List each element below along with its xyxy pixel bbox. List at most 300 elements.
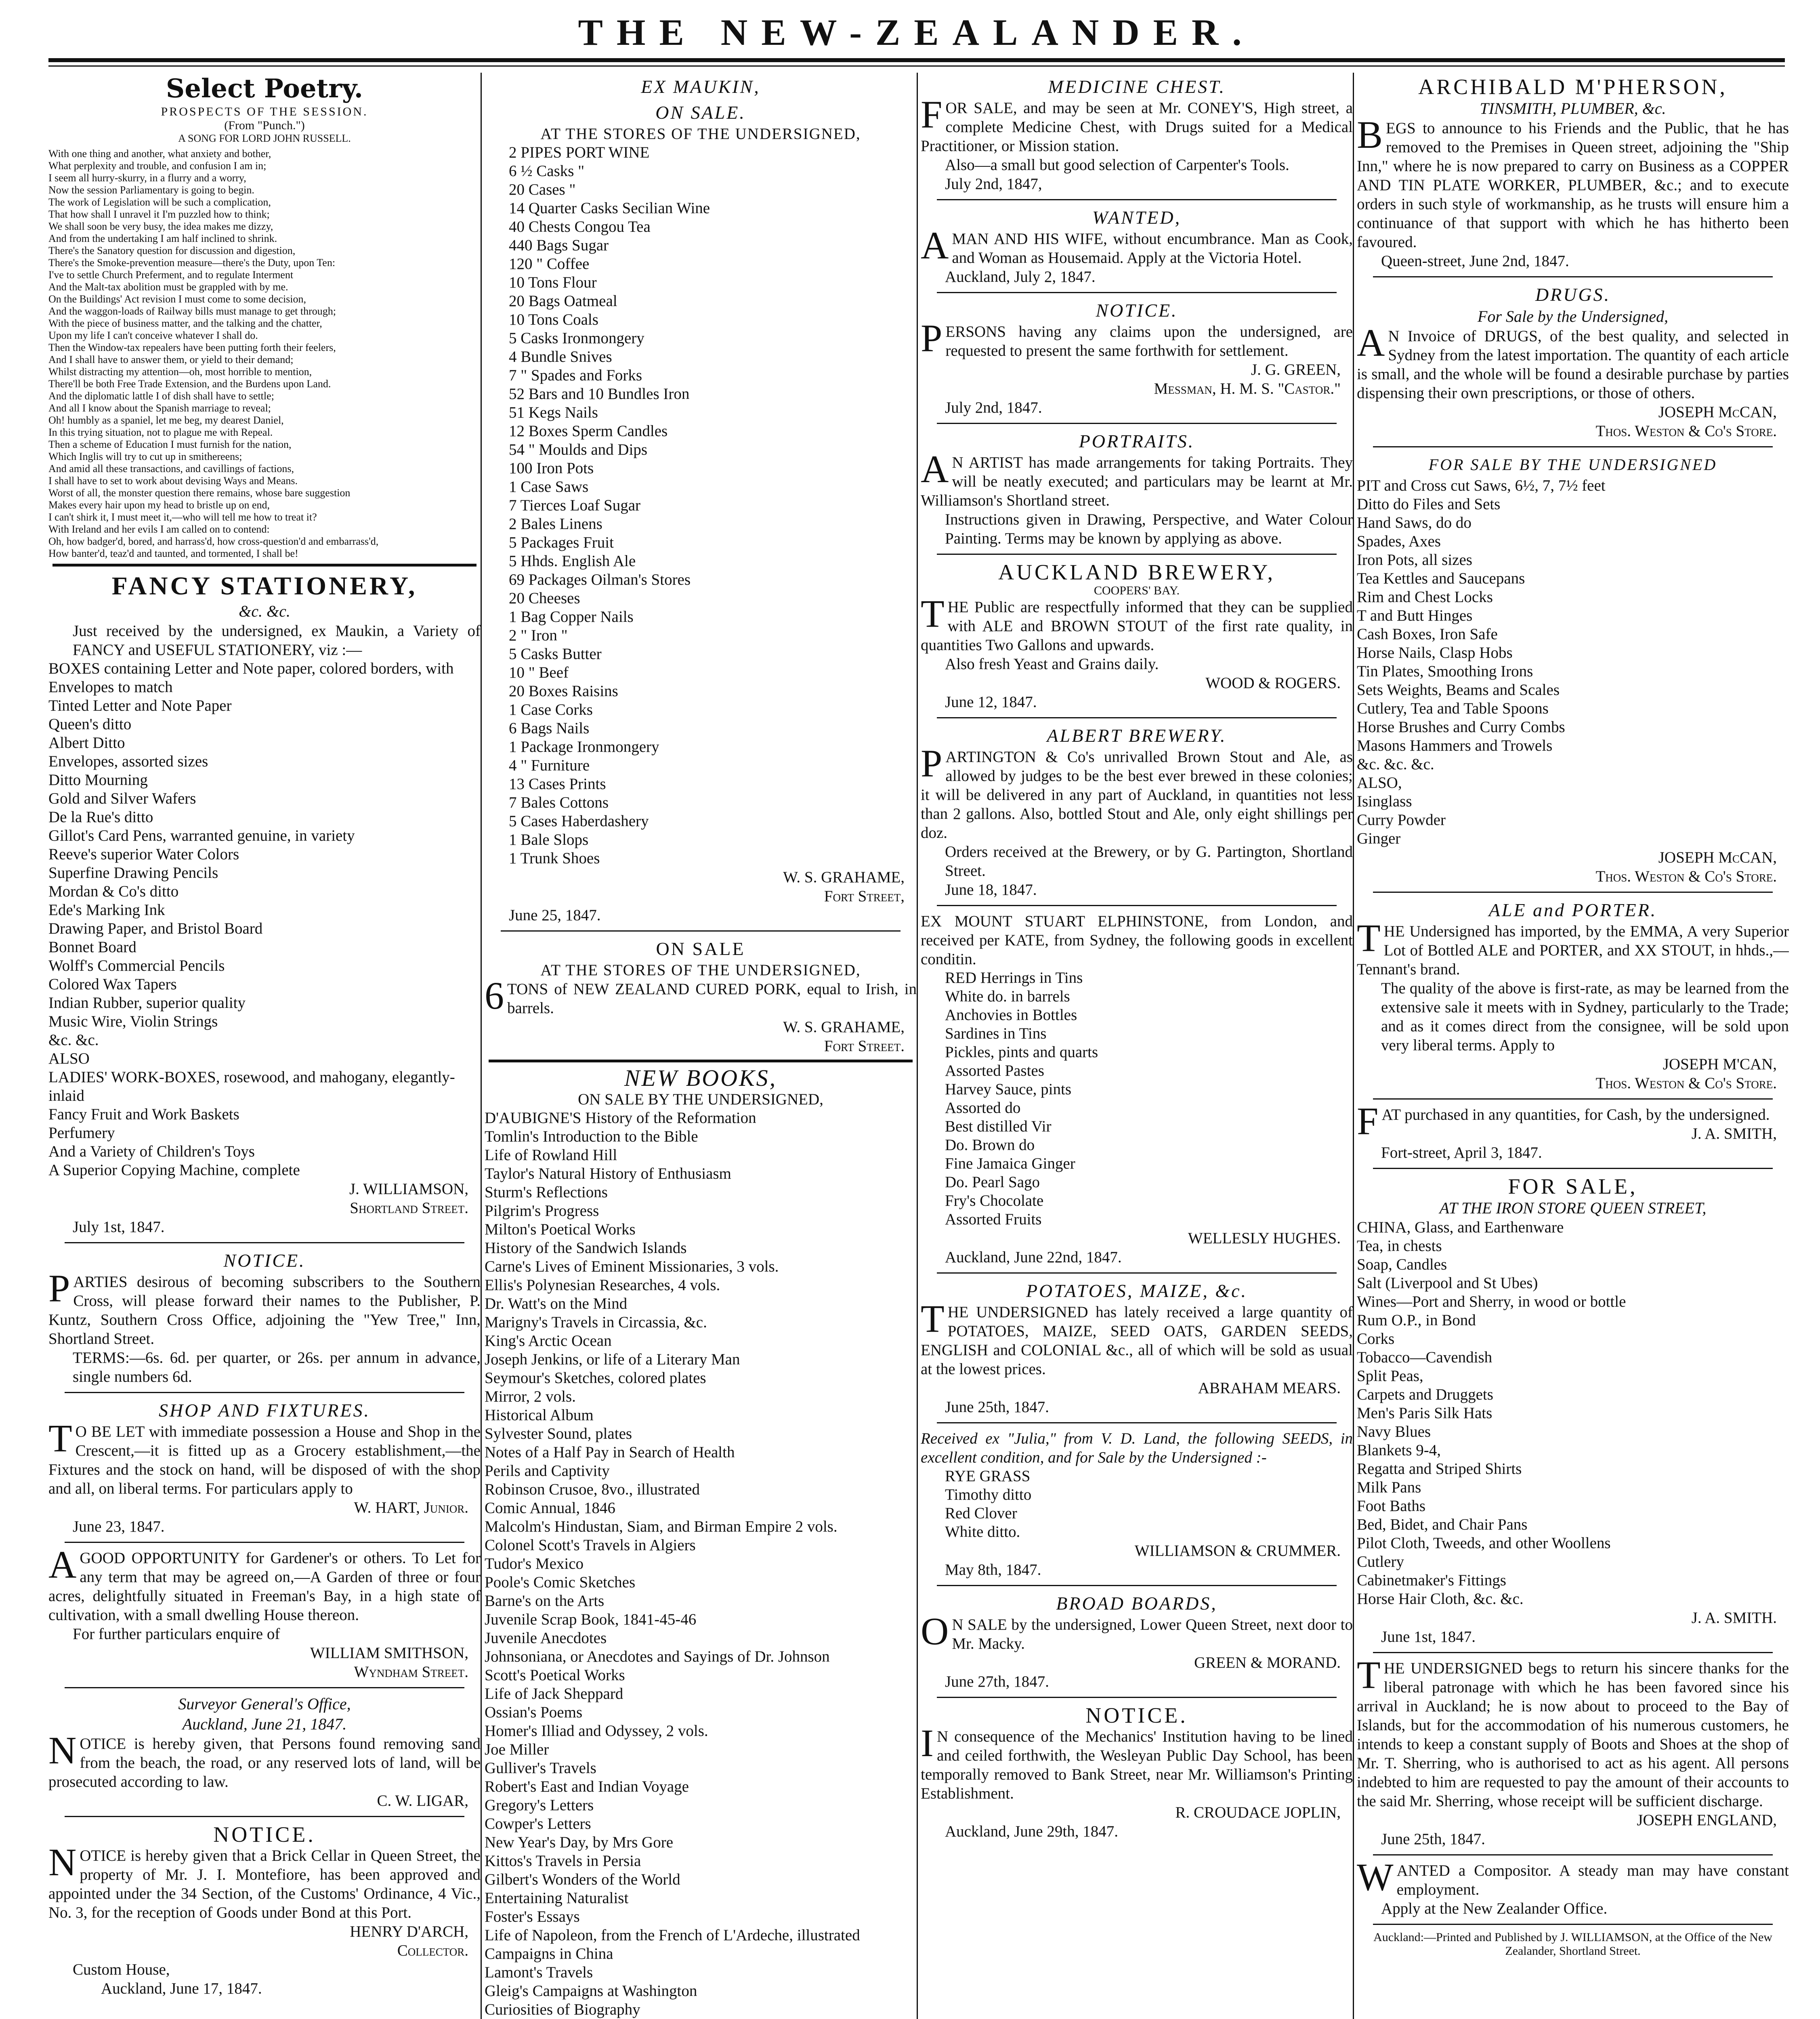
poem-line: There'll be both Free Trade Extension, and the Burdens upon Land. (48, 378, 331, 390)
potatoes-heading: POTATOES, MAIZE, &c. (1026, 1280, 1248, 1301)
tools-list (1357, 476, 1789, 848)
list-item: Marigny's Travels in Circassia, &c. (485, 1314, 707, 1331)
poem-line: Worst of all, the monster question there remains, whose bare suggestion (48, 487, 351, 499)
list-item: 20 Cheeses (509, 590, 580, 607)
divider (65, 1687, 464, 1688)
divider (1373, 1652, 1773, 1653)
divider (937, 554, 1337, 555)
list-item: Rim and Chest Locks (1357, 588, 1493, 606)
list-item: Sylvester Sound, plates (485, 1425, 632, 1442)
list-item: Sardines in Tins (945, 1025, 1047, 1042)
signature-role: Collector. (397, 1942, 468, 1959)
list-item: Gillot's Card Pens, warranted genuine, in variety (48, 827, 355, 844)
poem-line: And the waggon-loads of Railway bills must manage to get through; (48, 305, 336, 317)
poem-line: I shall have to set to work about devising Ways and Means. (48, 475, 298, 487)
list-item: Entertaining Naturalist (485, 1889, 629, 1907)
date: Fort-street, April 3, 1847. (1381, 1144, 1542, 1161)
list-item: &c. &c. &c. (1357, 756, 1434, 773)
list-item: Ginger (1357, 830, 1401, 847)
list-item: Juvenile Anecdotes (485, 1629, 607, 1647)
signature-place: Thos. Weston & Co's Store. (1595, 1075, 1777, 1092)
list-item: Gilbert's Wonders of the World (485, 1871, 680, 1888)
list-item: Wolff's Commercial Pencils (48, 957, 225, 974)
list-item: 4 " Furniture (509, 757, 590, 774)
books-heading: NEW BOOKS, (624, 1065, 777, 1091)
poem-dedication: A SONG FOR LORD JOHN RUSSELL. (178, 132, 351, 144)
porter-heading: ALE and PORTER. (1488, 900, 1657, 920)
list-item: Foster's Essays (485, 1908, 580, 1925)
poem-line: On the Buildings' Act revision I must come to some decision, (48, 293, 306, 305)
list-item: Sturm's Reflections (485, 1184, 608, 1201)
list-item: Regatta and Striped Shirts (1357, 1460, 1522, 1478)
albert-heading: ALBERT BREWERY. (1047, 725, 1227, 746)
list-item: Mirror, 2 vols. (485, 1388, 576, 1405)
poem-line: Makes every hair upon my head to bristle up on end, (48, 499, 270, 511)
date: June 1st, 1847. (1381, 1628, 1476, 1645)
notice-heading: NOTICE. (213, 1822, 316, 1847)
list-item: Comic Annual, 1846 (485, 1499, 615, 1517)
signature: HENRY D'ARCH, (350, 1923, 468, 1940)
list-item: 40 Chests Congou Tea (509, 218, 651, 235)
fancy-stationery-list (48, 659, 481, 1179)
shop-heading: SHOP AND FIXTURES. (159, 1400, 370, 1421)
list-item: Cash Boxes, Iron Safe (1357, 625, 1498, 643)
maukin-stores: AT THE STORES OF THE UNDERSIGNED, (540, 125, 861, 143)
date: May 8th, 1847. (945, 1561, 1041, 1578)
signature: J. A. SMITH, (1691, 1125, 1777, 1142)
brewery-sub: COOPERS' BAY. (1094, 584, 1180, 597)
signature-place: Thos. Weston & Co's Store. (1595, 868, 1777, 885)
list-item: 7 Bales Cottons (509, 794, 609, 811)
list-item: Salt (Liverpool and St Ubes) (1357, 1274, 1538, 1292)
list-item: Envelopes, assorted sizes (48, 753, 208, 770)
list-item: Assorted Fruits (945, 1211, 1042, 1228)
notice-heading: NOTICE. (1096, 300, 1178, 321)
list-item: 12 Boxes Sperm Candles (509, 422, 668, 440)
divider (1373, 1854, 1773, 1855)
list-item: Iron Pots, all sizes (1357, 551, 1472, 569)
list-item: Homer's Illiad and Odyssey, 2 vols. (485, 1722, 708, 1740)
boards-heading: BROAD BOARDS, (1056, 1593, 1218, 1614)
portraits-heading: PORTRAITS. (1079, 431, 1195, 451)
poem-body (48, 148, 481, 560)
signature: C. W. LIGAR, (377, 1792, 468, 1809)
date: June 25, 1847. (509, 907, 601, 924)
poem-line: There's the Smoke-prevention measure—there's the Duty, upon Ten: (48, 257, 336, 269)
list-item: 2 PIPES PORT WINE (509, 144, 650, 161)
list-item: Carne's Lives of Eminent Missionaries, 3 vols. (485, 1258, 779, 1275)
brewery-also: Also fresh Yeast and Grains daily. (945, 655, 1159, 673)
list-item: ALSO (48, 1050, 90, 1067)
poem-line: Which Inglis will try to cut up in smithereens; (48, 451, 242, 462)
poem-line: With Ireland and her evils I am called on to contend: (48, 523, 270, 535)
signature-place: Fort Street. (824, 1037, 905, 1055)
date: June 12, 1847. (945, 693, 1037, 711)
drugs-text: AN Invoice of DRUGS, of the best quality, and selected in Sydney from the latest importation. The quantity of each article is small, and the whole will be found a desirable purchase by parties dispensing their own prescriptions, or those of others. (1357, 321, 1789, 402)
list-item: Robert's East and Indian Voyage (485, 1778, 689, 1795)
divider (52, 564, 477, 567)
poem-line: Oh! humbly as a spaniel, let me beg, my dearest Daniel, (48, 414, 284, 426)
list-item: Colored Wax Tapers (48, 976, 177, 993)
list-item: Ditto Mourning (48, 771, 148, 789)
list-item: Tin Plates, Smoothing Irons (1357, 663, 1533, 680)
date: Auckland, June 22nd, 1847. (945, 1249, 1122, 1266)
fancy-stationery-sub: &c. &c. (239, 602, 290, 620)
poem-line: I've to settle Church Preferment, and to regulate Interment (48, 269, 294, 281)
potatoes-text: THE UNDERSIGNED has lately received a large quantity of POTATOES, MAIZE, SEED OATS, GARDEN SEEDS, ENGLISH and COLONIAL &c., all of which will be sold as usual at the lowest prices. (921, 1297, 1353, 1378)
list-item: Pickles, pints and quarts (945, 1043, 1098, 1061)
masthead-rule (48, 58, 1785, 62)
divider (937, 423, 1337, 424)
medicine-also: Also—a small but good selection of Carpenter's Tools. (945, 156, 1289, 174)
list-item: Corks (1357, 1330, 1395, 1347)
surveyor-heading: Surveyor General's Office, (178, 1695, 351, 1713)
list-item: LADIES' WORK-BOXES, rosewood, and mahogany, elegantly-inlaid (48, 1068, 455, 1104)
maukin-sale: ON SALE. (655, 102, 746, 123)
list-item: 10 Tons Coals (509, 311, 598, 328)
poem-line: With the piece of business matter, and the talking and the chatter, (48, 317, 322, 329)
notice-terms: TERMS:—6s. 6d. per quarter, or 26s. per annum in advance, single numbers 6d. (73, 1349, 481, 1385)
brewery-text: THE Public are respectfully informed that they can be supplied with ALE and BROWN STOUT of the first rate quality, in quantities Two Gallons and upwards. (921, 592, 1353, 654)
list-item: Gold and Silver Wafers (48, 790, 196, 807)
list-item: 2 " Iron " (509, 627, 568, 644)
list-item: Life of Napoleon, from the French of L'Ardeche, illustrated (485, 1927, 860, 1944)
column-3 (921, 73, 1353, 2019)
list-item: Gleig's Campaigns at Washington (485, 1982, 697, 2000)
list-item: 6 Bags Nails (509, 720, 590, 737)
poem-line: Upon my life I can't conceive whatever I shall do. (48, 330, 258, 341)
fat-text: FAT purchased in any quantities, for Cash, by the undersigned. (1357, 1100, 1770, 1143)
list-item: 7 Tierces Loaf Sugar (509, 497, 641, 514)
pork-stores: AT THE STORES OF THE UNDERSIGNED, (540, 961, 861, 979)
poem-line: And from the undertaking I am half inclined to shrink. (48, 233, 277, 244)
poem-line: Whilst distracting my attention—oh, most horrible to mention, (48, 366, 312, 378)
list-item: Anchovies in Bottles (945, 1006, 1077, 1024)
list-item: 5 Cases Haberdashery (509, 812, 649, 830)
list-item: Albert Ditto (48, 734, 125, 751)
list-item: Ede's Marking Ink (48, 901, 165, 919)
list-item: Gulliver's Travels (485, 1759, 596, 1777)
divider (937, 1272, 1337, 1274)
garden-more: For further particulars enquire of (73, 1625, 280, 1643)
signature: JOSEPH M'CAN, (1663, 1056, 1777, 1073)
list-item: 54 " Moulds and Dips (509, 441, 648, 458)
list-item: 10 " Beef (509, 664, 569, 681)
list-item: Poole's Comic Sketches (485, 1574, 636, 1591)
date: July 2nd, 1847. (945, 399, 1042, 416)
list-item: Music Wire, Violin Strings (48, 1013, 218, 1030)
date: June 23, 1847. (73, 1518, 165, 1535)
list-item: RED Herrings in Tins (945, 969, 1083, 986)
signature: JOSEPH McCAN, (1658, 403, 1777, 421)
list-item: Tudor's Mexico (485, 1555, 584, 1572)
list-item: Juvenile Scrap Book, 1841-45-46 (485, 1611, 697, 1628)
list-item: Soap, Candles (1357, 1256, 1447, 1273)
list-item: Perfumery (48, 1124, 115, 1142)
list-item: ALSO, (1357, 774, 1402, 791)
list-item: White ditto. (945, 1523, 1020, 1540)
list-item: Tea Kettles and Saucepans (1357, 570, 1525, 587)
list-item: Harvey Sauce, pints (945, 1081, 1071, 1098)
mpherson-heading: ARCHIBALD M'PHERSON, (1418, 75, 1728, 99)
poem-line: What perplexity and trouble, and confusion I am in; (48, 160, 267, 172)
poem-line: There's the Sanatory question for discussion and digestion, (48, 245, 296, 256)
list-item: Cowper's Letters (485, 1815, 591, 1832)
list-item: 1 Case Saws (509, 478, 589, 495)
list-item: Queen's ditto (48, 716, 132, 733)
masthead-rule-thin (48, 65, 1785, 67)
signature: W. S. GRAHAME, (783, 1018, 905, 1036)
list-item: Foot Baths (1357, 1497, 1426, 1515)
list-item: Do. Pearl Sago (945, 1173, 1040, 1191)
date: Auckland, June 17, 1847. (101, 1980, 262, 1997)
signature: W. S. GRAHAME, (783, 869, 905, 886)
portraits-more: Instructions given in Drawing, Perspective, and Water Colour Painting. Terms may be known by applying as above. (945, 511, 1353, 547)
sale-list (1357, 1218, 1789, 1608)
list-item: Assorted Pastes (945, 1062, 1044, 1079)
list-item: Timothy ditto (945, 1486, 1032, 1503)
poem-title: PROSPECTS OF THE SESSION. (161, 105, 368, 118)
list-item: Navy Blues (1357, 1423, 1431, 1440)
list-item: Gregory's Letters (485, 1797, 594, 1814)
list-item: Fry's Chocolate (945, 1192, 1044, 1209)
list-item: Malcolm's Hindustan, Siam, and Birman Empire 2 vols. (485, 1518, 838, 1535)
list-item: 1 Package Ironmongery (509, 738, 659, 756)
place: Custom House, (73, 1961, 170, 1978)
portraits-text: AN ARTIST has made arrangements for taking Portraits. They will be neatly executed; and particulars may be learnt at Mr. Williamson's Shortland street. (921, 447, 1353, 509)
list-item: 69 Packages Oilman's Stores (509, 571, 691, 588)
list-item: Tea, in chests (1357, 1237, 1442, 1255)
divider (65, 1242, 464, 1243)
mpherson-text: BEGS to announce to his Friends and the Public, that he has removed to the Premises in Queen street, adjoining the "Ship Inn," where he is now prepared to carry on Business as a COPPER AND TIN PLATE WORKER, PLUMBER, &c.; and to execute orders in such style of workmanship, as he trusts will ensure him a continuance of that support with which he has hitherto been favoured. (1357, 113, 1789, 251)
signature: WELLESLY HUGHES. (1188, 1230, 1341, 1247)
list-item: Best distilled Vir (945, 1118, 1052, 1135)
poem-line: And I shall have to answer them, or yield to their demand; (48, 354, 294, 365)
list-item: PIT and Cross cut Saws, 6½, 7, 7½ feet (1357, 477, 1606, 494)
poem-line: Oh, how badger'd, bored, and harrass'd, how cross-question'd and embarrass'd, (48, 535, 379, 547)
list-item: Do. Brown do (945, 1136, 1035, 1154)
england-text: THE UNDERSIGNED begs to return his sincere thanks for the liberal patronage with which he has been favored since his arrival in Auckland; he is now about to proceed to the Bay of Islands, but for the accommodation of his numerous customers, he intends to keep a constant supply of Boots and Shoes at the shop of Mr. T. Sherring, who is authorised to act as his agent. All persons indebted to him are requested to pay the amount of their accounts to the said Mr. Sherring, whose receipt will be sufficient discharge. (1357, 1653, 1789, 1810)
porter-text: THE Undersigned has imported, by the EMMA, A very Superior Lot of Bottled ALE and PORTER, and XX STOUT, in hhds.,—Tennant's brand. (1357, 916, 1789, 978)
date: Auckland, June 29th, 1847. (945, 1823, 1118, 1840)
list-item: Superfine Drawing Pencils (48, 864, 218, 881)
signature: JOSEPH ENGLAND, (1637, 1811, 1777, 1829)
divider (65, 1392, 464, 1393)
drugs-heading: DRUGS. (1535, 284, 1611, 305)
wanted-text: AMAN AND HIS WIFE, without encumbrance. Man as Cook, and Woman as Housemaid. Apply at the Victoria Hotel. (921, 224, 1353, 267)
list-item: Ditto do Files and Sets (1357, 495, 1501, 513)
list-item: 14 Quarter Casks Secilian Wine (509, 199, 710, 217)
maukin-heading: EX MAUKIN, (641, 76, 760, 97)
list-item: 20 Bags Oatmeal (509, 292, 617, 310)
list-item: Colonel Scott's Travels in Algiers (485, 1536, 696, 1554)
list-item: Red Clover (945, 1505, 1017, 1522)
list-item: Campaigns in China (485, 1945, 613, 1962)
list-item: Seymour's Sketches, colored plates (485, 1369, 706, 1387)
list-item: 7 " Spades and Forks (509, 367, 642, 384)
divider (1373, 1168, 1773, 1169)
list-item: Milk Pans (1357, 1479, 1421, 1496)
compositor-text: WANTED a Compositor. A steady man may have constant employment. (1357, 1855, 1789, 1899)
list-item: Split Peas, (1357, 1367, 1423, 1385)
surveyor-date: Auckland, June 21, 1847. (182, 1715, 347, 1733)
list-item: D'AUBIGNE'S History of the Reformation (485, 1109, 756, 1127)
divider (937, 1585, 1337, 1586)
list-item: Fine Jamaica Ginger (945, 1155, 1075, 1172)
newspaper-title: THE NEW-ZEALANDER. (578, 12, 1255, 53)
poem-source: (From "Punch.") (224, 119, 305, 132)
poetry-heading: Select Poetry. (166, 73, 363, 104)
list-item: Ellis's Polynesian Researches, 4 vols. (485, 1276, 720, 1294)
tools-heading: FOR SALE BY THE UNDERSIGNED (1428, 455, 1717, 474)
list-item: 51 Kegs Nails (509, 404, 598, 421)
boards-text: ON SALE by the undersigned, Lower Queen Street, next door to Mr. Macky. (921, 1610, 1353, 1653)
imprint: Auckland:—Printed and Published by J. WILLIAMSON, at the Office of the New Zealander, Shortland Street. (1373, 1931, 1772, 1958)
list-item: Masons Hammers and Trowels (1357, 737, 1553, 754)
divider (501, 930, 901, 932)
list-item: 2 Bales Linens (509, 515, 602, 533)
poem-line: We shall soon be very busy, the idea makes me dizzy, (48, 220, 273, 232)
list-item: 1 Bag Copper Nails (509, 608, 634, 625)
signature: J. A. SMITH. (1691, 1609, 1777, 1627)
date: July 2nd, 1847, (945, 175, 1042, 193)
list-item: Indian Rubber, superior quality (48, 994, 246, 1012)
signature: JOSEPH McCAN, (1658, 849, 1777, 866)
list-item: 5 Casks Ironmongery (509, 330, 644, 347)
shop-text: TO BE LET with immediate possession a House and Shop in the Crescent,—it is fitted up as a Grocery establishment,—the Fixtures and the stock on hand, will be disposed of with the shop and all, on liberal terms. For particulars apply to (48, 1417, 481, 1497)
list-item: 440 Bags Sugar (509, 237, 609, 254)
mpherson-sub: TINSMITH, PLUMBER, &c. (1480, 99, 1666, 118)
list-item: Robinson Crusoe, 8vo., illustrated (485, 1481, 700, 1498)
list-item: CHINA, Glass, and Earthenware (1357, 1219, 1564, 1236)
signature: J. WILLIAMSON, (349, 1180, 468, 1198)
list-item: 10 Tons Flour (509, 274, 597, 291)
porter-more: The quality of the above is first-rate, as may be learned from the extensive sale it meets with in Sydney, particularly to the Trade; and as it comes direct from the consignee, will be sold upon very liberal terms. Apply to (1381, 980, 1789, 1054)
poem-line: And the diplomatic lattle I of dish shall have to settle; (48, 390, 274, 402)
list-item: A Superior Copying Machine, complete (48, 1161, 300, 1179)
list-item: 4 Bundle Snives (509, 348, 612, 365)
signature: R. CROUDACE JOPLIN, (1175, 1804, 1341, 1821)
fancy-stationery-intro: Just received by the undersigned, ex Maukin, a Variety of FANCY and USEFUL STATIONERY, viz :— (73, 622, 481, 659)
list-item: Lamont's Travels (485, 1964, 593, 1981)
list-item: Taylor's Natural History of Enthusiasm (485, 1165, 731, 1182)
julia-heading: Received ex "Julia," from V. D. Land, the following SEEDS, in excellent condition, and for Sale by the Undersigned :- (921, 1430, 1353, 1466)
list-item: Carpets and Druggets (1357, 1386, 1493, 1403)
list-item: 5 Packages Fruit (509, 534, 614, 551)
list-item: 6 ½ Casks " (509, 162, 585, 180)
elphinstone-heading: EX MOUNT STUART ELPHINSTONE, from London, and received per KATE, from Sydney, the following goods in excellent conditin. (921, 913, 1353, 968)
divider (937, 1422, 1337, 1423)
list-item: New Year's Day, by Mrs Gore (485, 1834, 674, 1851)
notice-heading: NOTICE. (223, 1250, 306, 1271)
divider (1373, 1098, 1773, 1100)
poem-line: I can't shirk it, I must meet it,—who will tell me how to treat it? (48, 511, 317, 523)
list-item: 1 Case Corks (509, 701, 593, 718)
brewery-heading: AUCKLAND BREWERY, (998, 560, 1276, 584)
list-item: Curry Powder (1357, 811, 1446, 829)
medicine-heading: MEDICINE CHEST. (1048, 76, 1226, 97)
signature: J. G. GREEN, (1251, 361, 1341, 378)
list-item: Wines—Port and Sherry, in wood or bottle (1357, 1293, 1626, 1310)
list-item: Cutlery (1357, 1553, 1404, 1570)
list-item: Curiosities of Biography (485, 2001, 640, 2018)
sale-heading: FOR SALE, (1508, 1174, 1638, 1198)
list-item: 5 Hhds. English Ale (509, 552, 636, 570)
list-item: BOXES containing Letter and Note paper, colored borders, with Envelopes to match (48, 660, 454, 696)
list-item: Sets Weights, Beams and Scales (1357, 681, 1560, 699)
books-list (485, 1109, 917, 2019)
divider (65, 1542, 464, 1543)
poem-line: Now the session Parliamentary is going to begin. (48, 184, 254, 196)
list-item: Ossian's Poems (485, 1704, 583, 1721)
list-item: Historical Album (485, 1406, 594, 1424)
pork-text: 6TONS of NEW ZEALAND CURED PORK, equal to Irish, in barrels. (485, 974, 917, 1017)
poem-line: The work of Legislation will be such a complication, (48, 196, 271, 208)
poem-line: With one thing and another, what anxiety and bother, (48, 148, 271, 160)
list-item: &c. &c. (48, 1031, 99, 1049)
signature-place: Fort Street, (824, 888, 905, 905)
list-item: Tomlin's Introduction to the Bible (485, 1128, 698, 1145)
poem-line: Then the Window-tax repealers have been putting forth their feelers, (48, 342, 336, 353)
list-item: Milton's Poetical Works (485, 1221, 636, 1238)
signature-role: Messman, H. M. S. "Castor." (1154, 380, 1341, 397)
divider (1373, 446, 1773, 447)
list-item: Blankets 9-4, (1357, 1442, 1441, 1459)
medicine-text: FOR SALE, and may be seen at Mr. CONEY'S, High street, a complete Medicine Chest, with Drugs suited for a Medical Practitioner, or Mission station. (921, 93, 1353, 155)
divider (937, 717, 1337, 718)
list-item: Rum O.P., in Bond (1357, 1312, 1476, 1329)
notice-heading: NOTICE. (1085, 1703, 1188, 1727)
signature: GREEN & MORAND. (1194, 1654, 1341, 1671)
pork-sale: ON SALE (656, 938, 745, 959)
divider (937, 905, 1337, 906)
column-1 (48, 73, 481, 2019)
fancy-stationery-heading: FANCY STATIONERY, (111, 571, 418, 600)
list-item: T and Butt Hinges (1357, 607, 1473, 624)
list-item: Tobacco—Cavendish (1357, 1349, 1493, 1366)
signature-place: Wyndham Street. (354, 1663, 468, 1681)
list-item: Horse Brushes and Curry Combs (1357, 718, 1565, 736)
list-item: Bed, Bidet, and Chair Pans (1357, 1516, 1528, 1533)
list-item: 20 Cases " (509, 181, 576, 198)
date: Queen-street, June 2nd, 1847. (1381, 252, 1569, 270)
signature: WOOD & ROGERS. (1205, 674, 1341, 692)
divider (489, 1060, 913, 1062)
list-item: De la Rue's ditto (48, 808, 153, 826)
list-item: Horse Nails, Clasp Hobs (1357, 644, 1513, 661)
date: June 27th, 1847. (945, 1673, 1049, 1690)
signature: W. HART, Junior. (354, 1499, 468, 1516)
list-item: 1 Bale Slops (509, 831, 589, 848)
list-item: Cabinetmaker's Fittings (1357, 1572, 1506, 1589)
signature: WILLIAM SMITHSON, (310, 1644, 468, 1662)
divider (1373, 1924, 1773, 1925)
list-item: Spades, Axes (1357, 533, 1441, 550)
list-item: Life of Rowland Hill (485, 1146, 617, 1164)
list-item: Perils and Captivity (485, 1462, 610, 1480)
list-item: Reeve's superior Water Colors (48, 846, 239, 863)
list-item: Drawing Paper, and Bristol Board (48, 920, 263, 937)
list-item: Fancy Fruit and Work Baskets (48, 1106, 239, 1123)
poem-line: That how shall I unravel it I'm puzzled how to think; (48, 208, 270, 220)
notice-text: PERSONS having any claims upon the undersigned, are requested to present the same forthwith for settlement. (921, 317, 1353, 360)
signature: WILLIAMSON & CRUMMER. (1134, 1542, 1341, 1559)
list-item: 52 Bars and 10 Bundles Iron (509, 385, 690, 403)
masthead (48, 8, 1785, 65)
signature-place: Thos. Weston & Co's Store. (1595, 422, 1777, 440)
list-item: Life of Jack Sheppard (485, 1685, 623, 1702)
list-item: 1 Trunk Shoes (509, 850, 600, 867)
